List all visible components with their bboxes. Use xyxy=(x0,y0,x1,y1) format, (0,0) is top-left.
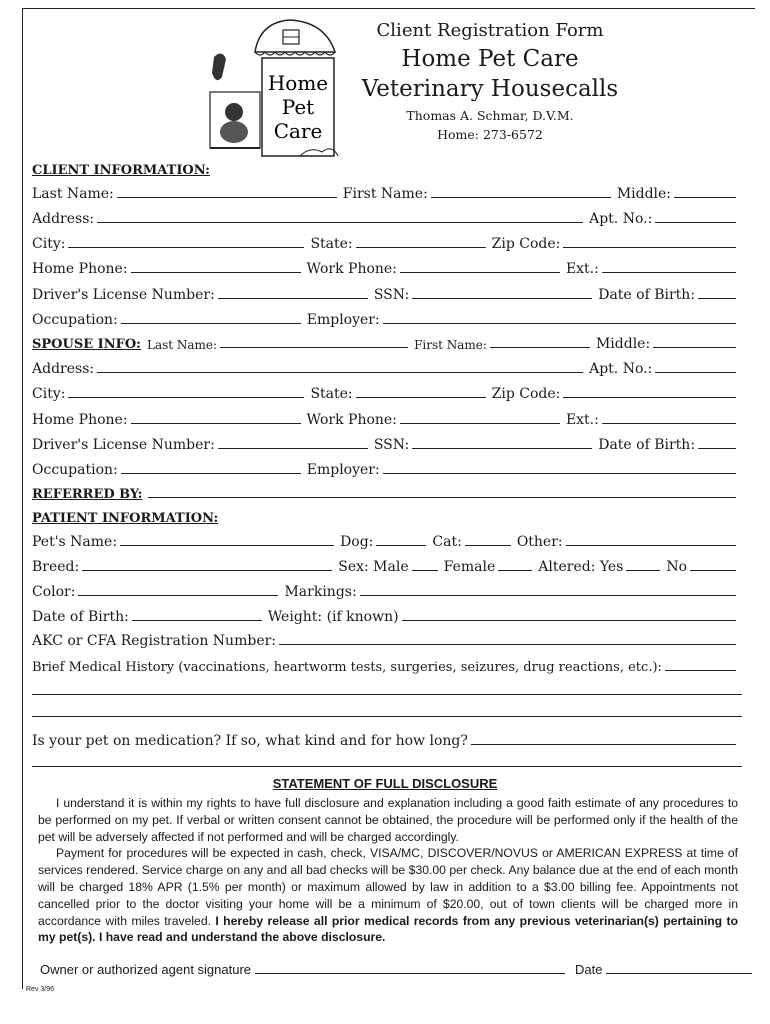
disclosure-release-statement: I hereby release all prior medical records from any previous veterinarian(s) pertaining to my pet(s). I have read and understand the above disclosure. xyxy=(38,913,739,945)
spouse-state-field[interactable] xyxy=(356,397,486,398)
client-dob-label: Date of Birth: xyxy=(598,287,696,303)
client-zip-field[interactable] xyxy=(563,247,736,248)
doctor-name: Thomas A. Schmar, D.V.M. xyxy=(406,108,574,123)
signature-date-field[interactable] xyxy=(606,973,752,974)
referred-by-heading: REFERRED BY: xyxy=(32,487,143,502)
female-field[interactable] xyxy=(498,570,532,571)
pet-dob-label: Date of Birth: xyxy=(32,609,129,625)
weight-label: Weight: (if known) xyxy=(267,609,399,625)
signature-row xyxy=(40,962,752,977)
client-middle-label: Middle: xyxy=(616,186,672,202)
spouse-middle-label: Middle: xyxy=(595,336,651,352)
medical-history-field[interactable] xyxy=(665,670,736,671)
disclosure-title: STATEMENT OF FULL DISCLOSURE xyxy=(272,776,498,791)
client-last-name-label: Last Name: xyxy=(32,186,114,202)
altered-no-label: No xyxy=(666,559,688,575)
client-address-field[interactable] xyxy=(97,222,583,223)
practice-phone: Home: 273-6572 xyxy=(437,127,543,142)
client-occupation-label: Occupation: xyxy=(32,312,118,328)
pet-name-label: Pet's Name: xyxy=(32,534,118,550)
spouse-ssn-field[interactable] xyxy=(412,448,592,449)
disclosure-text xyxy=(38,795,738,946)
spouse-address-field[interactable] xyxy=(97,372,583,373)
spouse-dob-field[interactable] xyxy=(698,448,736,449)
client-middle-field[interactable] xyxy=(674,197,736,198)
referred-by-field[interactable] xyxy=(148,497,736,498)
spouse-occupation-label: Occupation: xyxy=(32,462,118,478)
spouse-middle-field[interactable] xyxy=(653,347,736,348)
disclosure-paragraph-2 xyxy=(38,845,738,946)
pet-name-field[interactable] xyxy=(120,545,334,546)
client-dob-field[interactable] xyxy=(698,298,736,299)
client-work-phone-field[interactable] xyxy=(400,272,560,273)
client-state-label: State: xyxy=(310,236,353,252)
female-label: Female xyxy=(443,559,496,575)
logo-word-pet: Pet xyxy=(281,95,315,119)
spouse-ssn-label: SSN: xyxy=(373,437,410,453)
spouse-first-name-label: First Name: xyxy=(414,338,487,352)
registration-field[interactable] xyxy=(279,644,736,645)
spouse-employer-label: Employer: xyxy=(306,462,380,478)
spouse-apt-field[interactable] xyxy=(655,372,736,373)
client-ext-label: Ext.: xyxy=(565,261,599,277)
medication-label: Is your pet on medication? If so, what kind and for how long? xyxy=(32,733,468,749)
spouse-zip-field[interactable] xyxy=(563,397,736,398)
spouse-license-field[interactable] xyxy=(218,448,368,449)
client-apt-field[interactable] xyxy=(655,222,736,223)
spouse-city-label: City: xyxy=(32,386,66,402)
client-last-name-field[interactable] xyxy=(117,197,337,198)
spouse-license-label: Driver's License Number: xyxy=(32,437,215,453)
form-title: Client Registration Form xyxy=(376,20,604,41)
client-city-field[interactable] xyxy=(68,247,304,248)
spouse-work-phone-field[interactable] xyxy=(400,423,560,424)
client-home-phone-label: Home Phone: xyxy=(32,261,128,277)
disclosure-payment-terms: Payment for procedures will be expected in cash, check, VISA/MC, DISCOVER/NOVUS or AMERICAN EXPRESS at time of services rendered. Service charge on any and all bad checks will be $30.00 per check. Any balance due at the end of each month will be charged 18% APR (1.5% per month) or maximum allowed by law in addition to a $3.00 billing fee. Appointments not cancelled prior to the doctor visiting your home will be a minimum of $20.00, out of town clients will be charged more in accordance with miles traveled. xyxy=(38,846,738,928)
spouse-occupation-field[interactable] xyxy=(121,473,301,474)
spouse-last-name-label: Last Name: xyxy=(146,338,218,352)
registration-label: AKC or CFA Registration Number: xyxy=(32,633,277,649)
spouse-last-name-field[interactable] xyxy=(220,347,408,348)
dog-label: Dog: xyxy=(340,534,374,550)
client-ext-field[interactable] xyxy=(602,272,736,273)
client-employer-field[interactable] xyxy=(383,323,736,324)
spouse-state-label: State: xyxy=(310,386,353,402)
client-city-label: City: xyxy=(32,236,66,252)
spouse-city-field[interactable] xyxy=(68,397,304,398)
spouse-home-phone-label: Home Phone: xyxy=(32,412,128,428)
revision-note: Rev 3/96 xyxy=(26,986,55,993)
medical-history-label: Brief Medical History (vaccinations, heartworm tests, surgeries, seizures, drug reactions, etc.): xyxy=(32,660,662,675)
sex-male-label: Sex: Male xyxy=(338,559,409,575)
spouse-home-phone-field[interactable] xyxy=(131,423,301,424)
color-label: Color: xyxy=(32,584,76,600)
medication-line-2[interactable] xyxy=(32,766,742,767)
other-field[interactable] xyxy=(566,545,736,546)
spouse-apt-label: Apt. No.: xyxy=(589,361,653,377)
client-occupation-field[interactable] xyxy=(121,323,301,324)
markings-field[interactable] xyxy=(360,595,736,596)
altered-no-field[interactable] xyxy=(690,570,736,571)
spouse-ext-field[interactable] xyxy=(602,423,736,424)
medical-history-line-2[interactable] xyxy=(32,694,742,695)
client-first-name-label: First Name: xyxy=(342,186,428,202)
dog-field[interactable] xyxy=(376,545,426,546)
spouse-ext-label: Ext.: xyxy=(565,412,599,428)
practice-subtitle: Veterinary Housecalls xyxy=(361,76,619,102)
spouse-info-heading: SPOUSE INFO: xyxy=(32,337,141,352)
owner-signature-field[interactable] xyxy=(255,973,565,974)
owner-signature-label: Owner or authorized agent signature xyxy=(40,962,252,977)
client-ssn-field[interactable] xyxy=(412,298,592,299)
spouse-dob-label: Date of Birth: xyxy=(598,437,696,453)
color-field[interactable] xyxy=(78,595,278,596)
client-apt-label: Apt. No.: xyxy=(589,211,653,227)
spouse-address-label: Address: xyxy=(32,361,95,377)
client-address-label: Address: xyxy=(32,211,95,227)
sex-male-field[interactable] xyxy=(412,570,438,571)
spouse-zip-label: Zip Code: xyxy=(491,386,561,402)
client-home-phone-field[interactable] xyxy=(131,272,301,273)
client-license-label: Driver's License Number: xyxy=(32,287,215,303)
markings-label: Markings: xyxy=(284,584,357,600)
home-pet-care-logo xyxy=(200,12,350,162)
other-label: Other: xyxy=(516,534,563,550)
client-first-name-field[interactable] xyxy=(431,197,611,198)
medication-field[interactable] xyxy=(471,744,736,745)
cat-label: Cat: xyxy=(432,534,462,550)
weight-field[interactable] xyxy=(402,620,736,621)
client-ssn-label: SSN: xyxy=(373,287,410,303)
logo-word-care: Care xyxy=(273,119,323,143)
spouse-work-phone-label: Work Phone: xyxy=(306,412,397,428)
spouse-employer-field[interactable] xyxy=(383,473,736,474)
spouse-first-name-field[interactable] xyxy=(490,347,590,348)
medical-history-line-3[interactable] xyxy=(32,716,742,717)
breed-label: Breed: xyxy=(32,559,80,575)
client-employer-label: Employer: xyxy=(306,312,380,328)
altered-yes-label: Altered: Yes xyxy=(538,559,624,575)
client-info-heading: CLIENT INFORMATION: xyxy=(32,163,210,178)
client-zip-label: Zip Code: xyxy=(491,236,561,252)
patient-info-heading: PATIENT INFORMATION: xyxy=(32,511,219,526)
signature-date-label: Date xyxy=(575,962,603,977)
pet-dob-field[interactable] xyxy=(132,620,262,621)
client-license-field[interactable] xyxy=(218,298,368,299)
client-section xyxy=(32,156,742,178)
cat-field[interactable] xyxy=(465,545,511,546)
client-work-phone-label: Work Phone: xyxy=(306,261,397,277)
disclosure-paragraph-1: I understand it is within my rights to have full disclosure and explanation including a good faith estimate of any procedures to be performed on my pet. If verbal or written consent cannot be obtained, the procedure will be performed only if the health of the pet will be adversely affected if not performed and will be charged accordingly. xyxy=(38,796,738,844)
altered-yes-field[interactable] xyxy=(626,570,660,571)
practice-name: Home Pet Care xyxy=(401,46,579,72)
breed-field[interactable] xyxy=(82,570,332,571)
logo-word-home: Home xyxy=(267,71,329,95)
client-state-field[interactable] xyxy=(356,247,486,248)
